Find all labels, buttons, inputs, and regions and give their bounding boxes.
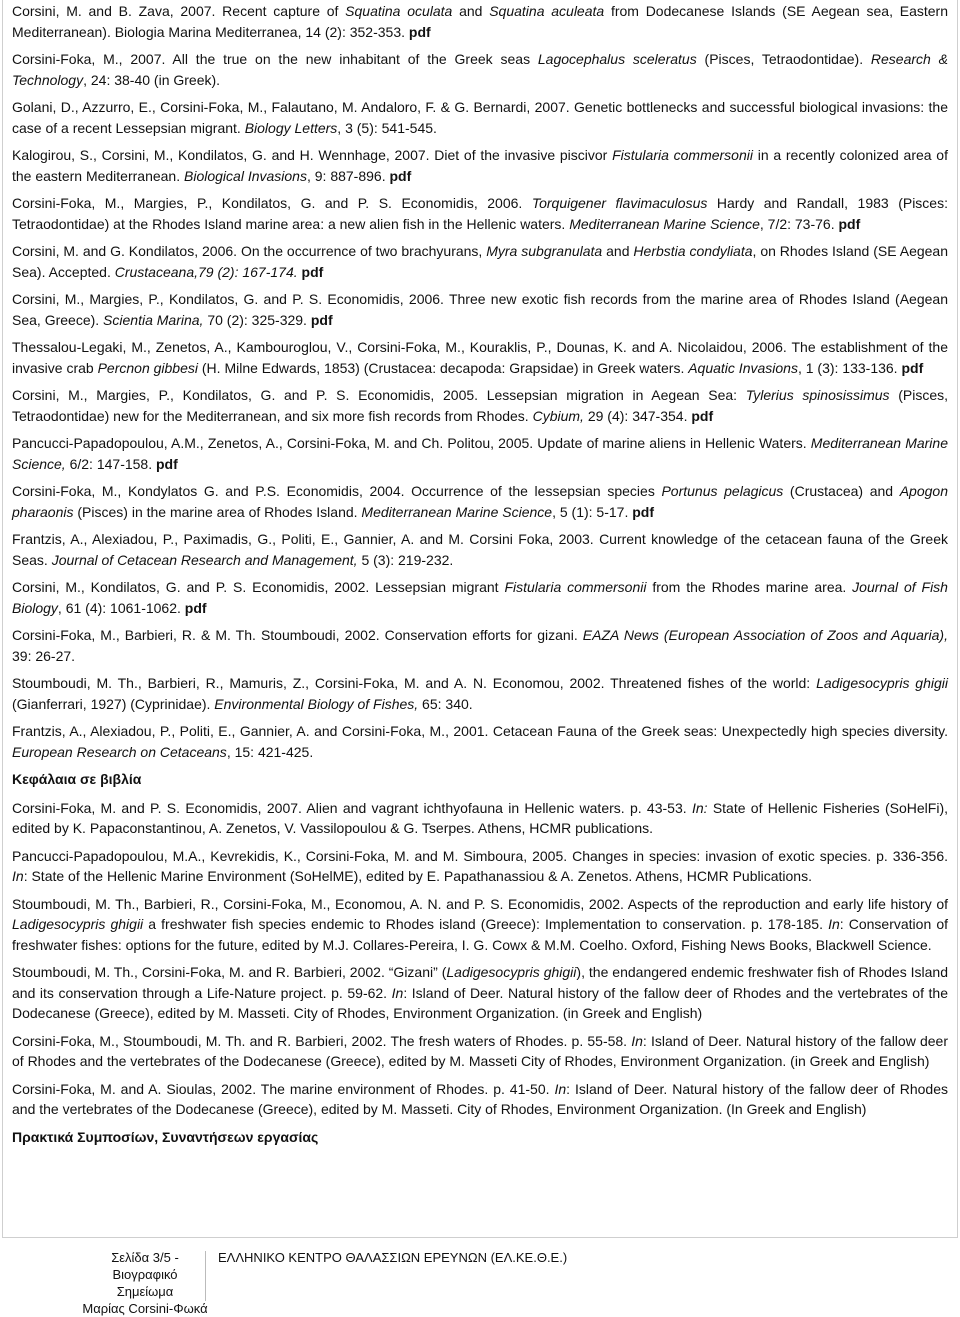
reference-italic-text: In	[391, 984, 404, 1001]
reference-text: and	[452, 3, 490, 19]
reference-italic-text: Environmental Biology of Fishes,	[214, 695, 419, 712]
reference-text: Corsini-Foka, M., Stoumboudi, M. Th. and R. Barbieri, 2002. The fresh waters of Rhodes. p. 55-58.	[12, 1032, 632, 1049]
pdf-link[interactable]: pdf	[408, 23, 431, 40]
reference-entry	[12, 1079, 948, 1120]
reference-italic-text: Journal of Fish Biology	[12, 579, 948, 616]
reference-text: ), the endangered endemic freshwater fish of Rhodes Island and its conservation through a Life-Nature project. p. 59-62.	[12, 964, 949, 1001]
reference-text: (Pisces, Tetraodontidae).	[696, 51, 871, 67]
reference-italic-text: In:	[691, 799, 708, 816]
reference-italic-text: Mediterranean Marine Science	[361, 503, 553, 520]
pdf-link[interactable]: pdf	[301, 263, 324, 280]
reference-text: Corsini, M. and G. Kondilatos, 2006. On the occurrence of two brachyurans,	[12, 243, 487, 259]
footer-divider	[205, 1251, 206, 1301]
reference-text: State of Hellenic Fisheries (SoHelFi), edited by K. Papaconstantinou, A. Zenetos, V. Vassilopoulou & G. Tserpes. Athens, HCMR publications.	[12, 799, 948, 836]
reference-entry	[12, 529, 948, 570]
footer-author-line: Μαρίας Corsini-Φωκά	[82, 1301, 208, 1316]
reference-italic-text: Aquatic Invasions	[688, 359, 798, 376]
reference-entry	[12, 798, 948, 839]
pdf-link[interactable]: pdf	[901, 359, 924, 376]
reference-text: Kalogirou, S., Corsini, M., Kondilatos, G. and H. Wennhage, 2007. Diet of the invasive piscivor	[12, 147, 613, 163]
reference-text: Thessalou-Legaki, M., Zenetos, A., Kambouroglou, V., Corsini-Foka, M., Kouraklis, P., Dounas, K. and A. Nicolaidou, 2006. The establishment of the invasive crab	[12, 339, 948, 376]
reference-entry	[12, 721, 948, 762]
reference-entry	[12, 625, 948, 666]
reference-entry	[12, 577, 948, 618]
reference-text: (H. Milne Edwards, 1853) (Crustacea: decapoda: Grapsidae) in Greek waters.	[198, 359, 689, 376]
footer-institution: ΕΛΛΗΝΙΚΟ ΚΕΝΤΡΟ ΘΑΛΑΣΣΙΩΝ ΕΡΕΥΝΩΝ (ΕΛ.ΚΕ.Θ.Ε.)	[218, 1250, 568, 1265]
reference-text: 70 (2): 325-329.	[203, 311, 311, 328]
reference-entry	[12, 145, 948, 186]
reference-entry	[12, 1031, 948, 1072]
reference-text: Frantzis, A., Alexiadou, P., Paximadis, G., Politi, E., Gannier, A. and M. Corsini Foka, 2003. Current knowledge of the cetacean fauna of the Greek Seas.	[12, 531, 948, 568]
reference-entry	[12, 1, 948, 42]
reference-italic-text: In	[828, 916, 840, 932]
heading-proceedings: Πρακτικά Συμποσίων, Συναντήσεων εργασίας	[12, 1128, 319, 1145]
reference-text: , 15: 421-425.	[226, 743, 314, 760]
reference-text: : State of the Hellenic Marine Environment (SoHelME), edited by E. Papathanassiou & A. Zenetos. Athens, HCMR Publications.	[23, 868, 812, 884]
reference-italic-text: Tylerius spinosissimus	[745, 387, 890, 403]
reference-text: , 1 (3): 133-136.	[797, 359, 902, 376]
reference-text: (Pisces, Tetraodontidae) new for the Mediterranean, and six more fish records from Rhodes.	[12, 387, 948, 424]
reference-entry	[12, 433, 948, 474]
reference-entry	[12, 49, 948, 90]
book-chapters-list	[12, 798, 948, 1120]
reference-italic-text: Percnon gibbesi	[97, 359, 198, 376]
reference-italic-text: Lagocephalus sceleratus	[537, 51, 697, 67]
reference-italic-text: Biological Invasions	[184, 167, 307, 184]
reference-italic-text: Squatina aculeata	[489, 3, 605, 19]
footer-cv-line: Σημείωμα	[116, 1284, 174, 1299]
reference-text: 29 (4): 347-354.	[583, 407, 692, 424]
reference-italic-text: EAZA News (European Association of Zoos and Aquaria),	[582, 627, 948, 643]
reference-text: : Island of Deer. Natural history of the fallow deer of Rhodes and the vertebrates of the Dodecanese (Greece), edited by M. Masseti City of Rhodes, Environment Organization. (in Greek and English)	[12, 1032, 948, 1069]
reference-text: , 3 (5): 541-545.	[337, 119, 437, 136]
reference-italic-text: Herbstia condyliata	[633, 243, 753, 259]
page-footer	[0, 1249, 960, 1316]
reference-italic-text: In	[631, 1032, 643, 1049]
reference-text: : Conservation of freshwater fishes: options for the future, edited by M.J. Collares-Pereira, I. G. Cowx & M.M. Coelho. Oxford, Fishing News Books, Blackwell Science.	[12, 916, 948, 953]
reference-text: Pancucci-Papadopoulou, A.M., Zenetos, A., Corsini-Foka, M. and Ch. Politou, 2005. Update of marine aliens in Hellenic Waters.	[12, 435, 811, 451]
footer-page-info	[80, 1249, 210, 1317]
reference-text: Corsini-Foka, M. and P. S. Economidis, 2007. Alien and vagrant ichthyofauna in Hellenic waters. p. 43-53.	[12, 799, 692, 816]
reference-text: : Island of Deer. Natural history of the fallow deer of Rhodes and the vertebrates of the Dodecanese (Greece), edited by M. Masseti. City of Rhodes, Environment Organization. (In Greek and English)	[12, 1080, 948, 1117]
heading-book-chapters: Κεφάλαια σε βιβλία	[12, 771, 142, 787]
reference-italic-text: European Research on Cetaceans	[12, 743, 227, 760]
reference-text: from the Rhodes marine area.	[646, 579, 853, 595]
pdf-link[interactable]: pdf	[838, 215, 861, 232]
reference-entry	[12, 241, 948, 282]
reference-italic-text: In	[554, 1080, 567, 1097]
pdf-link[interactable]: pdf	[389, 167, 412, 184]
reference-italic-text: Mediterranean Marine Science,	[12, 435, 948, 472]
reference-text: Stoumboudi, M. Th., Barbieri, R., Mamuris, Z., Corsini-Foka, M. and A. N. Economou, 2002. Threatened fishes of the world:	[12, 675, 817, 691]
reference-text: (Pisces) in the marine area of Rhodes Island.	[73, 503, 362, 520]
reference-text: Frantzis, A., Alexiadou, P., Politi, E., Gannier, A. and Corsini-Foka, M., 2001. Cetacean Fauna of the Greek seas: Unexpectedly high species diversity.	[12, 723, 948, 739]
reference-text: , 7/2: 73-76.	[759, 215, 839, 232]
reference-italic-text: Mediterranean Marine Science	[569, 215, 760, 232]
reference-entry	[12, 97, 948, 138]
reference-text: Stoumboudi, M. Th., Corsini-Foka, M. and R. Barbieri, 2002. “Gizani” (	[12, 964, 447, 980]
reference-entry	[12, 193, 948, 234]
reference-text: Corsini, M., Margies, P., Kondilatos, G. and P. S. Economidis, 2006. Three new exotic fish records from the marine area of Rhodes Island (Aegean Sea, Greece).	[12, 291, 948, 328]
reference-italic-text: Portunus pelagicus	[661, 483, 784, 499]
reference-italic-text: Journal of Cetacean Research and Management,	[51, 551, 358, 568]
reference-italic-text: Fistularia commersonii	[612, 147, 753, 163]
reference-text: , on Rhodes Island (SE Aegean Sea). Accepted.	[12, 243, 949, 280]
reference-text: Stoumboudi, M. Th., Barbieri, R., Corsini-Foka, M., Economou, A. N. and P. S. Economidis, 2002. Aspects of the reproduction and early life history of	[12, 895, 948, 912]
pdf-link[interactable]: pdf	[632, 503, 654, 520]
reference-text: 5 (3): 219-232.	[357, 551, 454, 568]
reference-entry	[12, 673, 948, 714]
reference-entry	[12, 962, 948, 1024]
reference-entry	[12, 289, 948, 330]
reference-text: 6/2: 147-158.	[65, 455, 156, 472]
reference-text: Corsini-Foka, M., Kondylatos G. and P.S. Economidis, 2004. Occurrence of the lessepsian species	[12, 483, 662, 499]
publications-list	[12, 1, 948, 762]
reference-text: in a recently colonized area of the eastern Mediterranean.	[12, 147, 948, 184]
reference-entry	[12, 337, 948, 378]
reference-italic-text: Ladigesocypris ghigii	[12, 916, 144, 932]
reference-text: 65: 340.	[418, 695, 473, 712]
reference-text: Corsini, M., Kondilatos, G. and P. S. Economidis, 2002. Lessepsian migrant	[12, 579, 505, 595]
reference-entry	[12, 846, 948, 887]
reference-text: and	[602, 243, 634, 259]
reference-text: Corsini-Foka, M., Margies, P., Kondilatos, G. and P. S. Economidis, 2006.	[12, 195, 532, 211]
reference-text: Corsini-Foka, M., 2007. All the true on the new inhabitant of the Greek seas	[12, 51, 538, 67]
reference-entry	[12, 481, 948, 522]
reference-text: Corsini-Foka, M. and A. Sioulas, 2002. The marine environment of Rhodes. p. 41-50.	[12, 1080, 555, 1097]
pdf-link[interactable]: pdf	[184, 599, 207, 616]
reference-entry	[12, 385, 948, 426]
footer-page-line: Σελίδα 3/5 - Βιογραφικό	[111, 1250, 179, 1282]
reference-italic-text: Scientia Marina,	[103, 311, 204, 328]
reference-text: 39: 26-27.	[12, 647, 76, 664]
reference-text: Corsini, M. and B. Zava, 2007. Recent capture of	[12, 3, 346, 19]
reference-italic-text: In	[12, 868, 24, 884]
pdf-link[interactable]: pdf	[156, 455, 178, 472]
reference-italic-text: Apogon pharaonis	[12, 483, 948, 520]
reference-italic-text: Ladigesocypris ghigii	[816, 675, 948, 691]
reference-text: Golani, D., Azzurro, E., Corsini-Foka, M., Falautano, M. Andaloro, F. & G. Bernardi, 2007. Genetic bottlenecks and successful biological invasions: the case of a recent Lessepsian migrant.	[12, 99, 948, 136]
reference-text: Corsini-Foka, M., Barbieri, R. & M. Th. Stoumboudi, 2002. Conservation efforts for gizani.	[12, 627, 583, 643]
reference-text: (Gianferrari, 1927) (Cyprinidae).	[12, 695, 215, 712]
reference-text: a freshwater fish species endemic to Rhodes island (Greece): Implementation to conservation. p. 178-185.	[143, 916, 829, 932]
reference-italic-text: Myra subgranulata	[486, 243, 603, 259]
reference-italic-text: Research & Technology	[12, 51, 948, 88]
reference-italic-text: Fistularia commersonii	[504, 579, 647, 595]
reference-text: Corsini, M., Margies, P., Kondilatos, G. and P. S. Economidis, 2005. Lessepsian migration in Aegean Sea:	[12, 387, 746, 403]
reference-entry	[12, 894, 948, 956]
reference-text: (Crustacea) and	[783, 483, 900, 499]
pdf-link[interactable]: pdf	[310, 311, 333, 328]
reference-text: , 24: 38-40 (in Greek).	[83, 71, 221, 88]
reference-text: Pancucci-Papadopoulou, M.A., Kevrekidis, K., Corsini-Foka, M. and M. Simboura, 2005. Changes in species: invasion of exotic species. p. 336-356.	[12, 847, 948, 864]
reference-text: , 9: 887-896.	[306, 167, 390, 184]
reference-text: , 5 (1): 5-17.	[552, 503, 633, 520]
reference-text: Hardy and Randall, 1983 (Pisces: Tetraodontidae) at the Rhodes Island marine area: a new alien fish in the Hellenic waters.	[12, 195, 948, 232]
reference-italic-text: Cybium,	[532, 407, 584, 424]
reference-text: from Dodecanese Islands (SE Aegean sea, Eastern Mediterranean). Biologia Marina Mediterranea, 14 (2): 352-353.	[12, 3, 948, 40]
reference-text: , 61 (4): 1061-1062.	[57, 599, 185, 616]
reference-italic-text: Biology Letters	[244, 119, 338, 136]
reference-italic-text: Crustaceana,79 (2): 167-174.	[114, 263, 298, 280]
reference-italic-text: Torquigener flavimaculosus	[531, 195, 708, 211]
reference-italic-text: Squatina oculata	[345, 3, 453, 19]
reference-text: : Island of Deer. Natural history of the fallow deer of Rhodes and the vertebrates of the Dodecanese (Greece), edited by M. Masseti. City of Rhodes, Environment Organization. (in Greek and English)	[12, 984, 948, 1021]
reference-italic-text: Ladigesocypris ghigii	[446, 964, 577, 980]
pdf-link[interactable]: pdf	[691, 407, 714, 424]
